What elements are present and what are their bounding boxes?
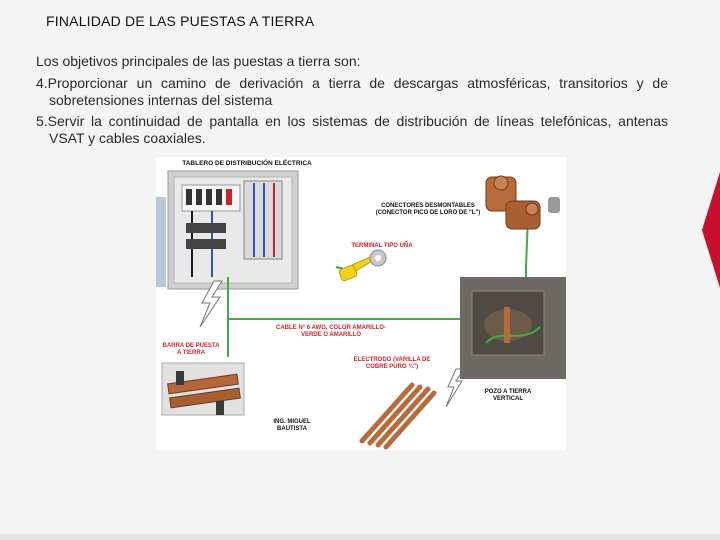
label-electrode: ELECTRODO (VARILLA DE COBRE PURO ¾")	[353, 357, 431, 370]
red-accent-shape	[702, 172, 720, 288]
slide-title: FINALIDAD DE LAS PUESTAS A TIERRA	[46, 13, 315, 29]
ground-pit-image	[460, 277, 566, 379]
copper-connectors-image	[486, 176, 560, 229]
illustration-drawing	[156, 157, 566, 450]
label-connectors: CONECTORES DESMONTABLES (CONECTOR PICO DE LORO DE "L")	[375, 203, 481, 216]
label-cable: CABLE N° 6 AWG, COLOR AMARILLO-VERDE O AMARILLO	[276, 325, 386, 338]
grounding-system-illustration	[156, 157, 566, 450]
intro-text: Los objetivos principales de las puestas a tierra son:	[36, 53, 361, 69]
terminal-lug-image	[338, 250, 386, 282]
label-terminal: TERMINAL TIPO UÑA	[351, 243, 413, 249]
slide-body	[36, 53, 668, 151]
list-item-5: 5.Servir la continuidad de pantalla en los sistemas de distribución de líneas telefónicas, antenas VSAT y cables coaxiales.	[36, 113, 668, 146]
label-distribution-panel: TABLERO DE DISTRIBUCIÓN ELÉCTRICA	[182, 160, 312, 167]
bottom-band	[0, 534, 720, 540]
label-ground-bar: BARRA DE PUESTA A TIERRA	[162, 343, 220, 356]
copper-rods-image	[354, 383, 434, 447]
ground-bar-image	[162, 363, 244, 415]
list-item-4: 4.Proporcionar un camino de derivación a tierra de descargas atmosféricas, transitorios y de sobretensiones internas del sistema	[36, 75, 668, 108]
electrical-panel-image	[156, 171, 298, 289]
label-ground-pit: POZO A TIERRA VERTICAL	[484, 389, 532, 402]
label-author: ING. MIGUEL BAUTISTA	[273, 419, 311, 432]
